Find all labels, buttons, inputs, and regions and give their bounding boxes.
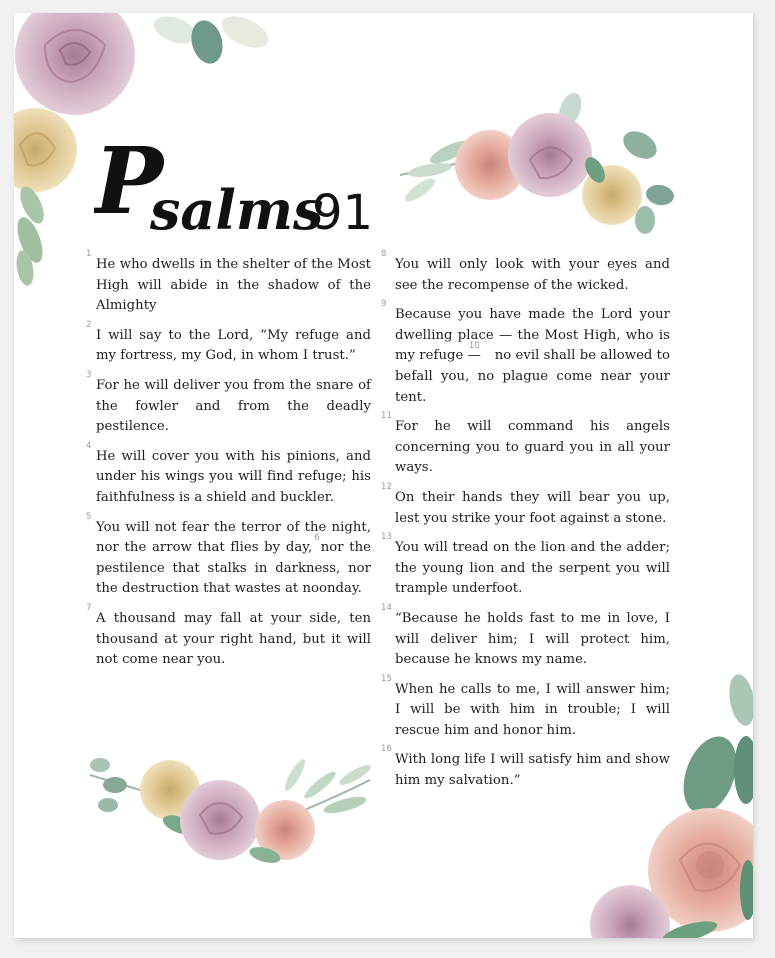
verse-number: 5: [86, 511, 92, 522]
verse-3: 3 For he will deliver you from the snare of the fowler and from the deadly pestilence.: [86, 369, 371, 435]
verses-right-column: [381, 249, 670, 801]
floral-bottom-left-icon: [80, 735, 380, 875]
verse-9-10: 9 Because you have made the Lord your dwelling place — the Most High, who is my refuge —$^{10}$no evil shall be allowed to befall you, no plague come near your tent.: [381, 299, 670, 405]
verse-5-6: 5 You will not fear the terror of the night, nor the arrow that flies by day,$^6$nor the pestilence that stalks in darkness, nor the destruction that wastes at noonday.: [86, 511, 371, 597]
verse-number: 2: [86, 319, 92, 330]
verse-number: 7: [86, 602, 92, 613]
verse-number: 15: [381, 673, 392, 684]
title-number: 91: [312, 185, 374, 241]
verse-number: 3: [86, 369, 92, 380]
print-page: [14, 13, 753, 938]
verses-left-column: [86, 249, 371, 680]
verse-number: 1: [86, 249, 92, 259]
verse-number: 11: [381, 411, 392, 422]
svg-text:salms: salms: [150, 178, 324, 242]
verse-number: 6: [314, 532, 320, 543]
verse-12: 12 On their hands they will bear you up, lest you strike your foot against a stone.: [381, 481, 670, 526]
verse-16: 16 With long life I will satisfy him and show him my salvation.”: [381, 744, 670, 789]
verse-4: 4 He will cover you with his pinions, and under his wings you will find refuge; his faithfulness is a shield and buckler.: [86, 440, 371, 505]
verse-7: 7 A thousand may fall at your side, ten thousand at your right hand, but it will not come near you.: [86, 602, 371, 668]
verse-2: 2 I will say to the Lord, “My refuge and my fortress, my God, in whom I trust.”: [86, 319, 371, 364]
verse-13: 13 You will tread on the lion and the adder; the young lion and the serpent you will trample underfoot.: [381, 532, 670, 597]
verse-1: 1 He who dwells in the shelter of the Most High will abide in the shadow of the Almighty: [86, 249, 371, 314]
verse-number: 13: [381, 532, 392, 543]
verse-14: 14 “Because he holds fast to me in love, I will deliver him; I will protect him, because he knows my name.: [381, 602, 670, 668]
svg-text:P: P: [94, 127, 164, 235]
verse-8: 8 You will only look with your eyes and see the recompense of the wicked.: [381, 249, 670, 293]
verse-number: 4: [86, 440, 92, 451]
verse-number: 9: [381, 299, 387, 310]
verse-number: 10: [468, 340, 480, 351]
page-title: [94, 121, 384, 251]
verse-11: 11 For he will command his angels concerning you to guard you in all your ways.: [381, 411, 670, 476]
verse-number: 16: [381, 744, 392, 755]
verse-15: 15 When he calls to me, I will answer him; I will be with him in trouble; I will rescue him and honor him.: [381, 673, 670, 738]
verse-number: 12: [381, 481, 392, 492]
verse-number: 8: [381, 249, 387, 259]
verse-number: 14: [381, 602, 392, 613]
floral-top-right-icon: [390, 80, 690, 250]
